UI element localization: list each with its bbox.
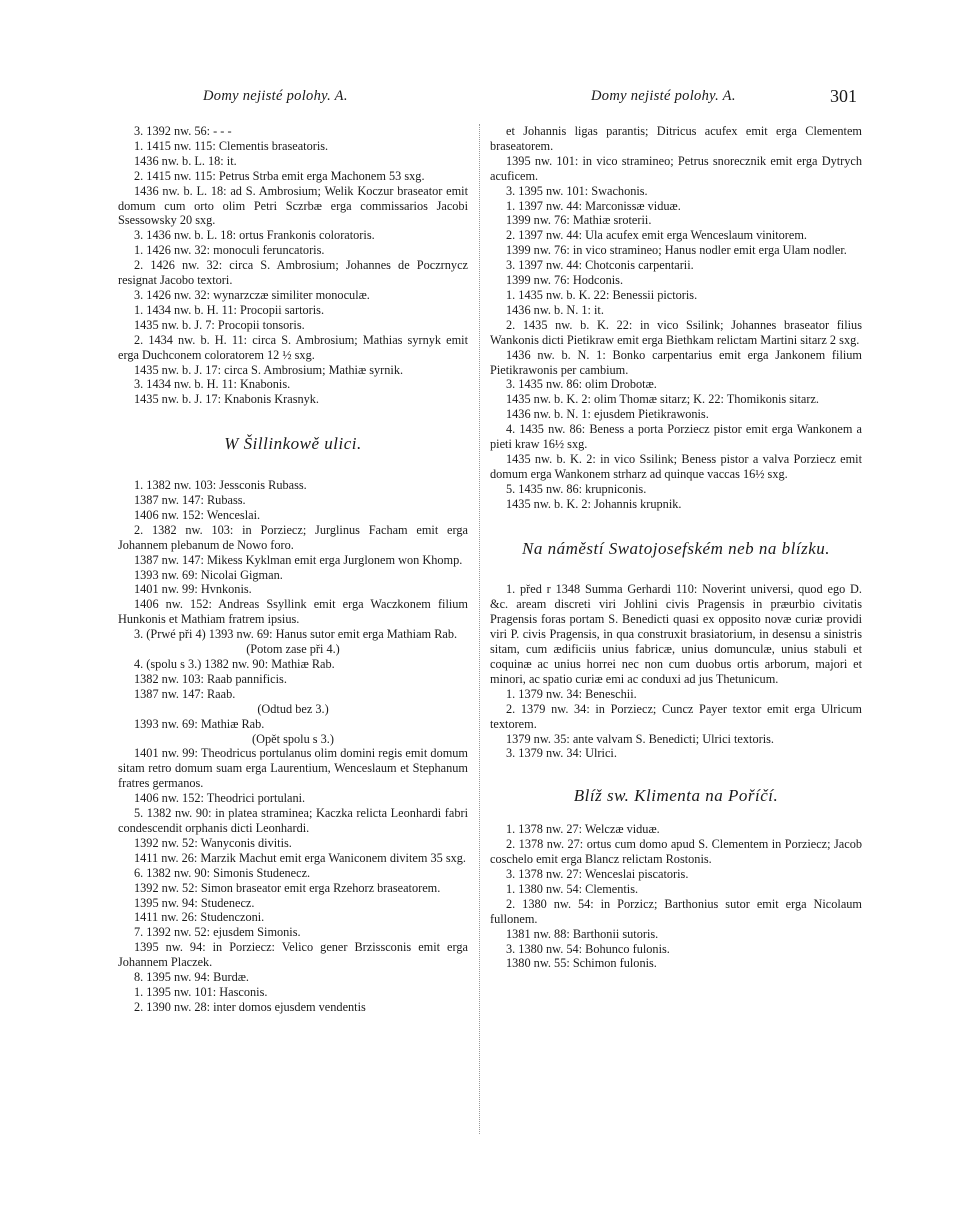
entry: 1387 nw. 147: Mikess Kyklman emit erga Jurglonem won Khomp. (134, 552, 463, 567)
entry: 3. 1380 nw. 54: Bohunco fulonis. (506, 941, 670, 956)
right-entries-1 (490, 124, 862, 512)
section-heading: Na náměstí Swatojosefském neb na blízku. (521, 538, 831, 558)
entry: 1436 nw. b. L. 18: ad S. Ambrosium; Welik Koczur braseator emit domum cum orto olim Petri Sczrbæ erga commissarios Jacobi Ssessowsky 20 sxg. (118, 183, 468, 228)
entry: 2. 1435 nw. b. K. 22: in vico Ssilink; Johannes braseator filius Wankonis dicti Pietikraw emit erga Biethkam relictam Martini sitarz 2 sxg. (490, 317, 862, 347)
entry: 1399 nw. 76: Mathiæ sroterii. (506, 213, 652, 228)
page-header (0, 88, 960, 112)
entry: 3. 1378 nw. 27: Wenceslai piscatoris. (506, 866, 689, 881)
entry: 1436 nw. b. L. 18: it. (134, 153, 237, 168)
entry: 1435 nw. b. K. 2: Johannis krupnik. (506, 496, 682, 511)
entry: 1. 1380 nw. 54: Clementis. (506, 881, 639, 896)
entry: 1436 nw. b. N. 1: Bonko carpentarius emit erga Jankonem filium Pietikrawonis per cambium. (490, 347, 862, 377)
running-head-left: Domy nejisté polohy. A. (203, 88, 348, 104)
entry: 1395 nw. 101: in vico stramineo; Petrus snorecznik emit erga Dytrych acuficem. (490, 153, 862, 183)
entry: 1392 nw. 52: Wanyconis divitis. (134, 835, 292, 850)
entry: 1401 nw. 99: Hvnkonis. (134, 582, 252, 597)
section-heading: Blíž sw. Klimenta na Poříčí. (573, 786, 779, 806)
entry: 3. 1435 nw. 86: olim Drobotæ. (506, 377, 657, 392)
right-entries-2 (490, 582, 862, 761)
left-column (118, 124, 468, 1015)
entry: 2. 1378 nw. 27: ortus cum domo apud S. Clementem in Porziecz; Jacob coschelo emit erga Blancz relictam Rostonis. (490, 837, 862, 867)
entry: 1379 nw. 35: ante valvam S. Benedicti; Ulrici textoris. (506, 731, 774, 746)
entry: 3. 1395 nw. 101: Swachonis. (506, 183, 648, 198)
entry: 5. 1435 nw. 86: krupniconis. (506, 481, 647, 496)
entry: 1435 nw. b. K. 2: olim Thomæ sitarz; K. 22: Thomikonis sitarz. (506, 392, 819, 407)
entry: 1393 nw. 69: Mathiæ Rab. (134, 716, 265, 731)
entry: 1. 1397 nw. 44: Marconissæ viduæ. (506, 198, 681, 213)
note: (Odtud bez 3.) (257, 701, 329, 716)
section-heading: W Šillinkowě ulici. (224, 434, 362, 454)
entry: 2. 1390 nw. 28: inter domos ejusdem vendentis (134, 999, 366, 1014)
entry: 1401 nw. 99: Theodricus portulanus olim domini regis emit domum sitam retro domum suam erga Laurentium, Wenceslaum et Stephanum fratres germanos. (118, 746, 468, 791)
entry: 1435 nw. b. J. 17: Knabonis Krasnyk. (134, 392, 320, 407)
spacer (490, 804, 862, 822)
entry: 2. 1415 nw. 115: Petrus Strba emit erga Machonem 53 sxg. (134, 168, 425, 183)
entry: 1392 nw. 52: Simon braseator emit erga Rzehorz braseatorem. (134, 880, 441, 895)
entry: 2. 1426 nw. 32: circa S. Ambrosium; Johannes de Poczrnycz resignat Jacobo textori. (118, 258, 468, 288)
spacer (490, 556, 862, 582)
left-entries-3 (118, 657, 468, 702)
note: (Potom zase při 4.) (246, 642, 340, 657)
entry: 8. 1395 nw. 94: Burdæ. (134, 970, 250, 985)
entry: 1406 nw. 152: Wenceslai. (134, 507, 261, 522)
entry: 1382 nw. 103: Raab pannificis. (134, 671, 287, 686)
spacer (490, 761, 862, 789)
entry: 1. 1382 nw. 103: Jessconis Rubass. (134, 478, 307, 493)
left-entries-2 (118, 478, 468, 642)
running-head-right: Domy nejisté polohy. A. (591, 88, 736, 104)
entry: 3. (Prwé při 4) 1393 nw. 69: Hanus sutor emit erga Mathiam Rab. (134, 627, 458, 642)
entry: 1435 nw. b. J. 17: circa S. Ambrosium; Mathiæ syrnik. (134, 362, 404, 377)
entry: 7. 1392 nw. 52: ejusdem Simonis. (134, 925, 301, 940)
entry: 1406 nw. 152: Andreas Ssyllink emit erga Waczkonem filium Hunkonis et Mathiam fratrem ipsius. (118, 597, 468, 627)
spacer (490, 512, 862, 542)
entry: 1399 nw. 76: in vico stramineo; Hanus nodler emit erga Ulam nodler. (506, 243, 847, 258)
entry: 1. 1395 nw. 101: Hasconis. (134, 984, 268, 999)
left-entries-5 (118, 746, 468, 1014)
entry: 1399 nw. 76: Hodconis. (506, 273, 624, 288)
entry: 1. 1435 nw. b. K. 22: Benessii pictoris. (506, 287, 698, 302)
entry: 1. před r 1348 Summa Gerhardi 110: Noverint universi, quod ego D. &c. aream discreti viri Johlini civis Pragensis in præurbio civitatis Pragensis foras portam S. Benedicti quasi ex opposito novæ curiæ providi viri P. civis Pragensis, in qua construxit brasiatorium, in desensu a sinistris sitam, cum ædificiis unius fabricæ, unius domunculæ, unius stabuli et coquinæ ac unius horrei nec non cum duobus ortis arborum, majori et minori, ac spatio curiæ emi ac conduxi ad jus Thetunicum. (490, 582, 862, 686)
entry: 1. 1415 nw. 115: Clementis braseatoris. (134, 138, 329, 153)
entry: 4. 1435 nw. 86: Beness a porta Porziecz pistor emit erga Wankonem a pieti kraw 16½ sxg. (490, 422, 862, 452)
entry: 1406 nw. 152: Theodrici portulani. (134, 791, 306, 806)
left-entries-1 (118, 124, 468, 407)
entry: 5. 1382 nw. 90: in platea straminea; Kaczka relicta Leonhardi fabri condescendit orphanis dicti Leonhardi. (118, 806, 468, 835)
entry: 2. 1434 nw. b. H. 11: circa S. Ambrosium; Mathias syrnyk emit erga Duchconem coloratorem 12 ½ sxg. (118, 332, 468, 362)
right-entries-3 (490, 822, 862, 971)
entry: 1381 nw. 88: Barthonii sutoris. (506, 926, 659, 941)
entry: 3. 1379 nw. 34: Ulrici. (506, 746, 617, 761)
entry: 3. 1436 nw. b. L. 18: ortus Frankonis coloratoris. (134, 228, 375, 243)
entry: 1435 nw. b. J. 7: Procopii tonsoris. (134, 317, 305, 332)
entry: 1411 nw. 26: Studenczoni. (134, 910, 265, 925)
entry: 3. 1392 nw. 56: - - - (134, 124, 232, 138)
left-entries-4 (118, 717, 468, 732)
entry: 2. 1382 nw. 103: in Porziecz; Jurglinus Facham emit erga Johannem plebanum de Nowo foro. (118, 522, 468, 552)
spacer (118, 407, 468, 437)
entry: 1. 1378 nw. 27: Welczæ viduæ. (506, 822, 660, 837)
entry: 1380 nw. 55: Schimon fulonis. (506, 956, 657, 971)
entry: et Johannis ligas parantis; Ditricus acufex emit erga Clementem braseatorem. (490, 124, 862, 153)
entry: 3. 1397 nw. 44: Chotconis carpentarii. (506, 258, 694, 273)
entry: 6. 1382 nw. 90: Simonis Studenecz. (134, 865, 311, 880)
entry: 4. (spolu s 3.) 1382 nw. 90: Mathiæ Rab. (134, 657, 335, 671)
right-column (490, 124, 862, 971)
entry: 1387 nw. 147: Rubass. (134, 493, 246, 508)
spacer (118, 452, 468, 478)
entry: 2. 1379 nw. 34: in Porziecz; Cuncz Payer textor emit erga Ulricum textorem. (490, 701, 862, 731)
entry: 1395 nw. 94: Studenecz. (134, 895, 255, 910)
entry: 1387 nw. 147: Raab. (134, 686, 236, 701)
entry: 2. 1397 nw. 44: Ula acufex emit erga Wenceslaum vinitorem. (506, 228, 807, 243)
entry: 1436 nw. b. N. 1: ejusdem Pietikrawonis. (506, 407, 709, 422)
page-number: 301 (830, 86, 857, 106)
entry: 1. 1426 nw. 32: monoculi feruncatoris. (134, 243, 325, 258)
entry: 1411 nw. 26: Marzik Machut emit erga Waniconem divitem 35 sxg. (134, 850, 466, 865)
entry: 1393 nw. 69: Nicolai Gigman. (134, 567, 283, 582)
entry: 1436 nw. b. N. 1: it. (506, 302, 604, 317)
note: (Opět spolu s 3.) (252, 731, 334, 746)
entry: 3. 1426 nw. 32: wynarzczæ similiter monoculæ. (134, 287, 370, 302)
entry: 2. 1380 nw. 54: in Porzicz; Barthonius sutor emit erga Nicolaum fullonem. (490, 896, 862, 926)
entry: 3. 1434 nw. b. H. 11: Knabonis. (134, 377, 291, 392)
entry: 1435 nw. b. K. 2: in vico Ssilink; Beness pistor a valva Porziecz emit domum erga Wankonem strharz ad quinque vaccas 16½ sxg. (490, 451, 862, 481)
entry: 1395 nw. 94: in Porziecz: Velico gener Brzissconis emit erga Johannem Placzek. (118, 940, 468, 970)
entry: 1. 1379 nw. 34: Beneschii. (506, 686, 637, 701)
entry: 1. 1434 nw. b. H. 11: Procopii sartoris. (134, 302, 325, 317)
column-divider (479, 124, 480, 1134)
